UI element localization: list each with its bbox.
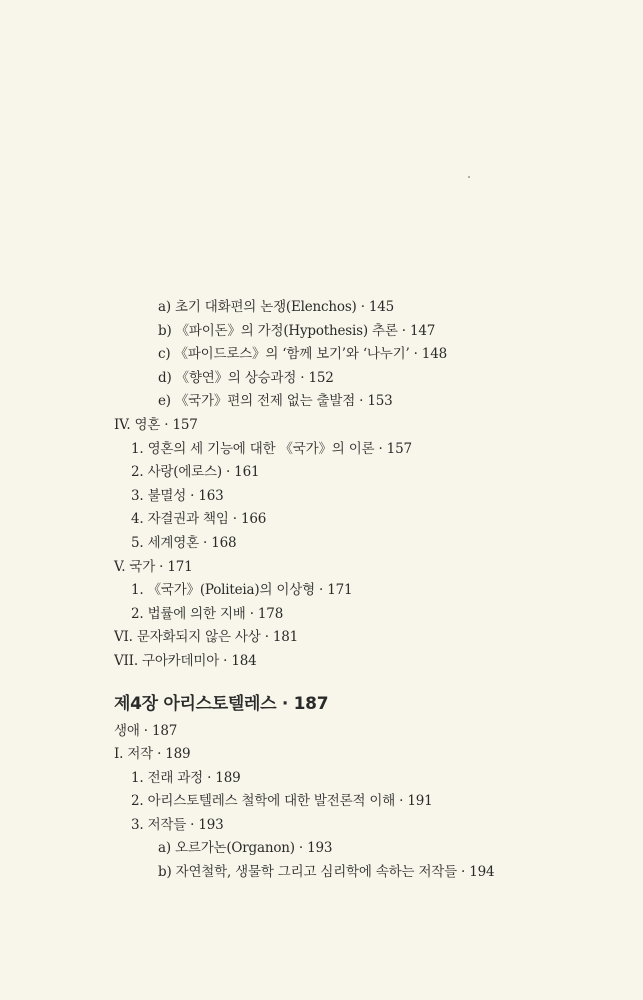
toc-entry: 1. 《국가》(Politeia)의 이상형 · 171 [131, 582, 353, 599]
toc-entry: IV. 영혼 · 157 [114, 416, 198, 433]
toc-entry: b) 자연철학, 생물학 그리고 심리학에 속하는 저작들 · 194 [158, 864, 495, 881]
toc-entry: 3. 불멸성 · 163 [131, 487, 224, 504]
toc-entry: VII. 구아카데미아 · 184 [114, 652, 257, 669]
toc-section-aristotle [114, 720, 594, 885]
toc-entry: VI. 문자화되지 않은 사상 · 181 [114, 629, 299, 646]
toc-entry: d) 《향연》의 상승과정 · 152 [158, 369, 334, 386]
toc-entry: V. 국가 · 171 [114, 558, 193, 575]
toc-entry: 2. 법률에 의한 지배 · 178 [131, 605, 284, 622]
paper-speck [468, 176, 470, 178]
toc-entry: e) 《국가》편의 전제 없는 출발점 · 153 [158, 393, 393, 410]
toc-entry: 3. 저작들 · 193 [131, 816, 224, 833]
chapter-heading: 제4장 아리스토텔레스 · 187 [114, 693, 329, 714]
toc-entry: a) 초기 대화편의 논쟁(Elenchos) · 145 [158, 299, 395, 315]
toc-section-plato [114, 296, 594, 674]
toc-entry: 1. 영혼의 세 기능에 대한 《국가》의 이론 · 157 [131, 440, 412, 457]
toc-entry: I. 저작 · 189 [114, 746, 191, 763]
toc-entry: b) 《파이돈》의 가정(Hypothesis) 추론 · 147 [158, 322, 436, 339]
toc-entry: c) 《파이드로스》의 ‘함께 보기’와 ‘나누기’ · 148 [158, 346, 447, 363]
toc-entry: 2. 아리스토텔레스 철학에 대한 발전론적 이해 · 191 [131, 793, 433, 810]
toc-entry: 4. 자결권과 책임 · 166 [131, 511, 267, 528]
table-of-contents [114, 296, 594, 885]
toc-entry: a) 오르가논(Organon) · 193 [158, 840, 333, 857]
toc-entry: 1. 전래 과정 · 189 [131, 769, 241, 786]
toc-entry: 5. 세계영혼 · 168 [131, 534, 237, 551]
toc-entry: 2. 사랑(에로스) · 161 [131, 464, 260, 481]
toc-entry: 생애 · 187 [114, 722, 178, 739]
